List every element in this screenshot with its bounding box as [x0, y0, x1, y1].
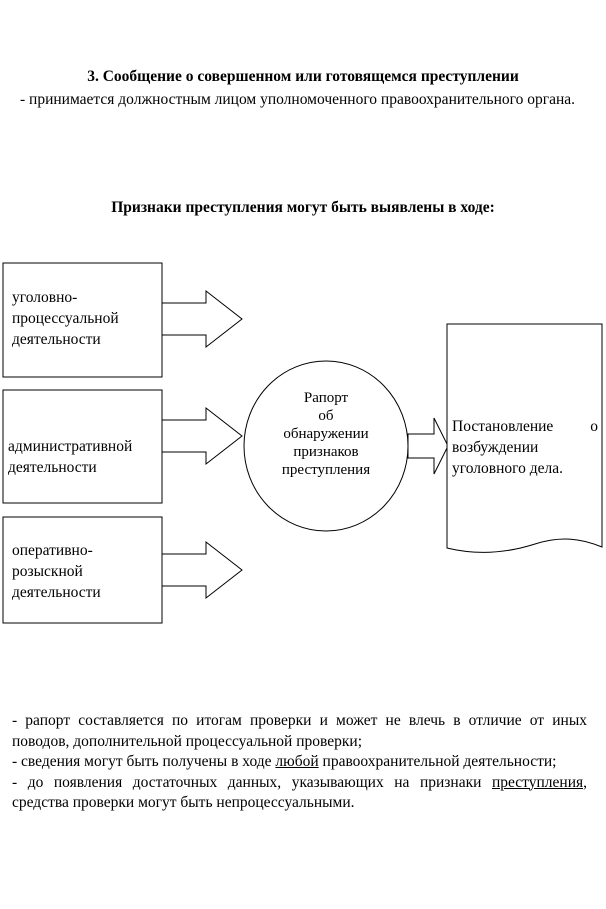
- diagram-subtitle: Признаки преступления могут быть выявлены в ходе:: [111, 199, 495, 216]
- source-label-2: административной деятельности: [8, 438, 133, 476]
- note-3: - до появления достаточных данных, указывающих на признаки преступления, средства проверки могут быть непроцессуальными.: [12, 773, 587, 811]
- source-label-1: уголовно- процессуальной деятельности: [12, 289, 119, 348]
- arrow-1: [162, 291, 242, 347]
- source-label-3: оперативно- розыскной деятельности: [12, 542, 101, 601]
- notes: [12, 711, 587, 814]
- arrow-2: [162, 408, 242, 464]
- report-label: Рапорт об обнаружении признаков преступления: [281, 390, 371, 478]
- intro-text: - принимается должностным лицом уполномоченного правоохранительного органа.: [20, 91, 576, 108]
- arrow-3: [162, 542, 242, 598]
- note-1: - рапорт составляется по итогам проверки и может не влечь в отличие от иных поводов, дополнительной процессуальной проверки;: [12, 712, 587, 750]
- arrow-to-decision: [408, 418, 448, 474]
- section-title: 3. Сообщение о совершенном или готовящемся преступлении: [87, 68, 519, 85]
- decision-label: Постановление о возбуждении уголовного дела.: [452, 418, 598, 477]
- note-2: - сведения могут быть получены в ходе любой правоохранительной деятельности;: [12, 753, 557, 770]
